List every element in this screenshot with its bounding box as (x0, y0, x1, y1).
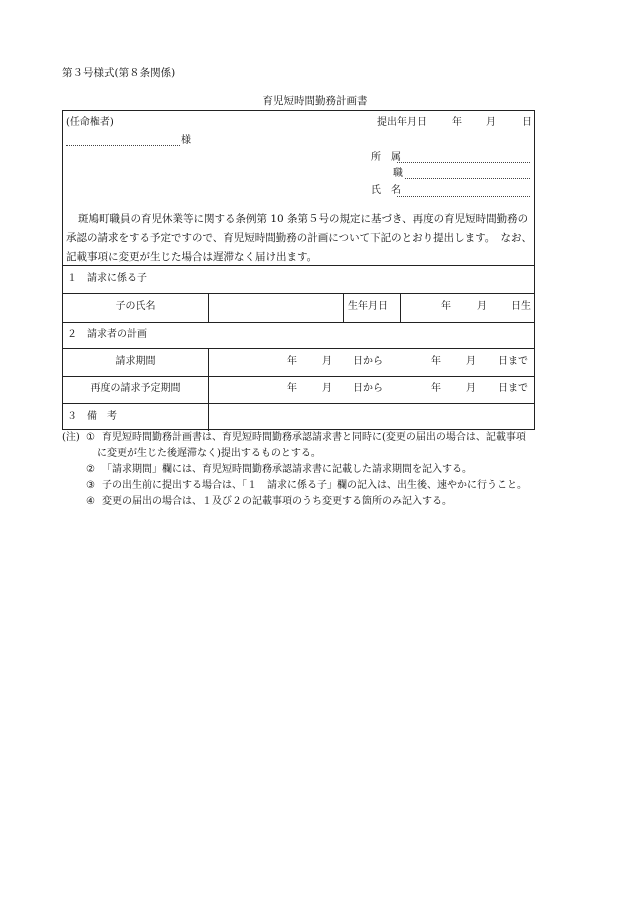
declaration-text: 斑鳩町職員の育児休業等に関する条例第 10 条第５号の規定に基づき、再度の育児短時間勤務の承認の請求をする予定ですので、育児短時間勤務の計画について下記のとおり提出します。 なお、記載事項に変更が生じた場合は遅滞なく届け出ます。 (66, 213, 532, 263)
appointer-name-line (66, 145, 180, 146)
note-item (62, 481, 572, 497)
section3-heading: ３ 備 考 (67, 411, 117, 422)
submission-day-label: 日 (522, 117, 532, 128)
rule-section2 (63, 322, 534, 323)
submission-year-label: 年 (452, 117, 462, 128)
rule-remarks (63, 403, 534, 404)
note-item (62, 433, 572, 449)
submission-date-label: 提出年月日 (377, 117, 427, 128)
birth-year-label: 年 (441, 301, 451, 312)
notes-prefix: (注) (62, 432, 80, 443)
notes (62, 433, 572, 513)
note-text: 「請求期間」欄には、育児短時間勤務承認請求書に記載した請求期間を記入する。 (102, 464, 472, 475)
appointer-label: (任命権者) (66, 117, 114, 128)
replan-start-year: 年 (287, 383, 297, 394)
period-end-year: 年 (431, 356, 441, 367)
note-number: ① (86, 432, 95, 443)
note-number: ② (86, 464, 95, 475)
period-end-month: 月 (466, 356, 476, 367)
section1-heading: １ 請求に係る子 (67, 273, 147, 284)
rule-section1 (63, 265, 534, 266)
replan-period-label: 再度の請求予定期間 (90, 383, 181, 394)
note-item (62, 465, 572, 481)
child-name-label: 子の氏名 (115, 301, 156, 312)
request-period-label: 請求期間 (115, 356, 156, 367)
rule-child-row (63, 293, 534, 294)
submission-month-label: 月 (486, 117, 496, 128)
period-start-month: 月 (322, 356, 332, 367)
name-line (397, 196, 530, 197)
note-item (62, 497, 572, 513)
birth-date-label: 生年月日 (348, 301, 388, 312)
period-start-year: 年 (287, 356, 297, 367)
vline-birth-value (400, 293, 401, 322)
replan-start-month: 月 (322, 383, 332, 394)
note-text: 育児短時間勤務計画書は、育児短時間勤務承認請求書と同時に(変更の届出の場合は、記載事項 (102, 432, 526, 443)
birth-month-label: 月 (477, 301, 487, 312)
post-label: 職 (393, 168, 403, 179)
replan-start-day: 日から (353, 383, 383, 394)
vline-plan (208, 348, 209, 431)
department-line (397, 162, 530, 163)
note-number: ④ (86, 496, 95, 507)
rule-replan-row (63, 376, 534, 377)
department-label: 所 属 (371, 152, 401, 163)
post-line (405, 178, 530, 179)
vline-child-name (208, 293, 209, 322)
replan-end-month: 月 (466, 383, 476, 394)
note-text: 子の出生前に提出する場合は、「１ 請求に係る子」欄の記入は、出生後、速やかに行うこと。 (102, 480, 527, 491)
vline-birth-label (343, 293, 344, 322)
note-text: 変更の届出の場合は、１及び２の記載事項のうち変更する箇所のみ記入する。 (102, 496, 452, 507)
document-title: 育児短時間勤務計画書 (262, 95, 368, 107)
section2-heading: ２ 請求者の計画 (67, 329, 147, 340)
replan-end-year: 年 (431, 383, 441, 394)
honorific-label: 様 (181, 135, 191, 146)
period-start-day: 日から (353, 356, 383, 367)
form-reference: 第３号様式(第８条関係) (62, 67, 176, 79)
note-text: に変更が生じた後遅滞なく)提出するものとする。 (97, 448, 321, 459)
note-number: ③ (86, 480, 95, 491)
replan-end-day: 日まで (498, 383, 528, 394)
note-continuation (62, 449, 572, 465)
name-label: 氏 名 (371, 185, 401, 196)
rule-period-row (63, 348, 534, 349)
birth-day-label: 日生 (511, 301, 531, 312)
period-end-day: 日まで (498, 356, 528, 367)
plan-form-table (62, 110, 535, 430)
